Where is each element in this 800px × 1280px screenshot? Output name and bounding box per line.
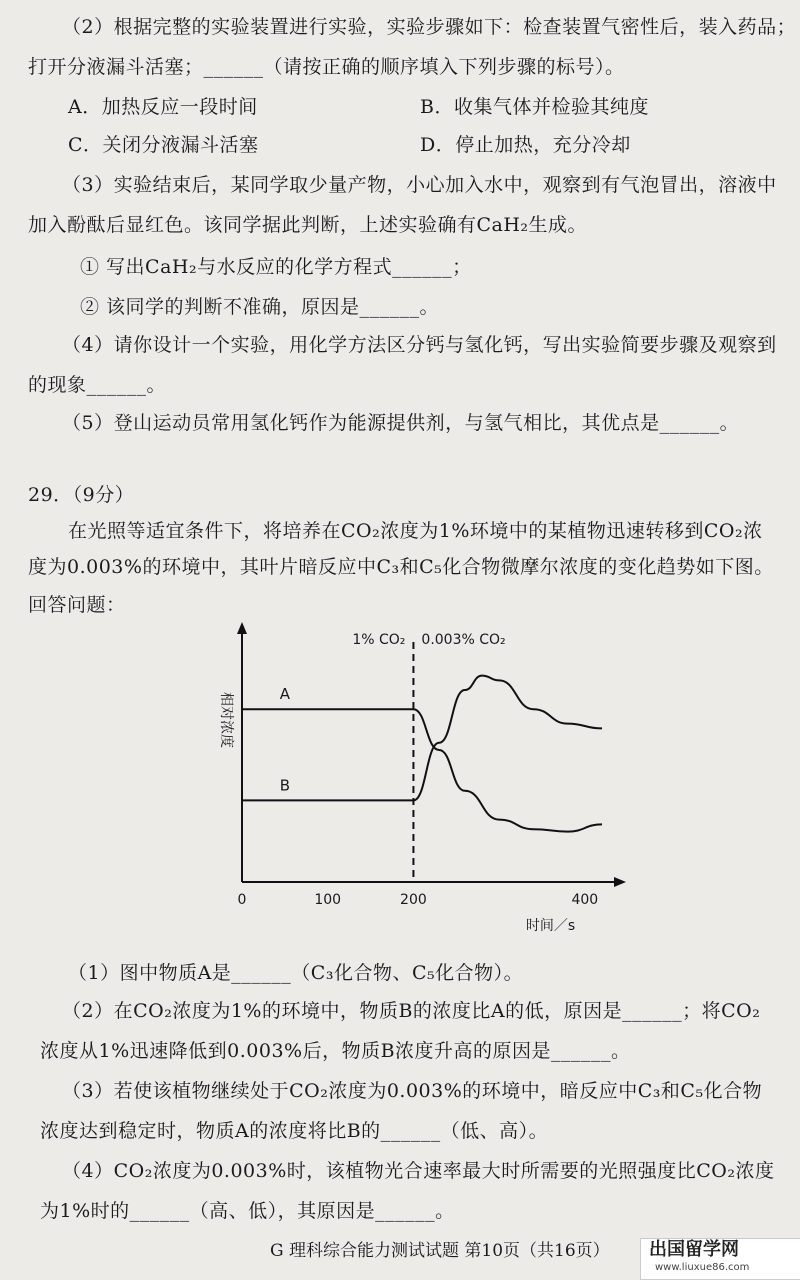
page-footer: G 理科综合能力测试试题 第10页（共16页） bbox=[270, 1241, 610, 1261]
x-tick-label: 400 bbox=[571, 892, 599, 908]
x-tick-label: 0 bbox=[237, 892, 247, 908]
text-line: 的现象______。 bbox=[28, 374, 167, 396]
x-axis-arrow bbox=[614, 877, 626, 887]
text-line: （2）根据完整的实验装置进行实验，实验步骤如下：检查装置气密性后，装入药品； bbox=[62, 16, 797, 38]
text-line: 打开分液漏斗活塞；______（请按正确的顺序填入下列步骤的标号）。 bbox=[28, 56, 625, 78]
text-line: ① 写出CaH₂与水反应的化学方程式______； bbox=[80, 256, 472, 278]
x-tick-label: 200 bbox=[400, 892, 427, 908]
text-line: 回答问题： bbox=[28, 594, 126, 616]
text-line: A．加热反应一段时间 bbox=[68, 96, 258, 118]
text-line: D．停止加热，充分冷却 bbox=[420, 134, 631, 156]
site-logo[interactable] bbox=[640, 1238, 800, 1280]
text-line: C．关闭分液漏斗活塞 bbox=[68, 134, 259, 156]
text-line: 29．（9分） bbox=[28, 484, 135, 506]
region-label-low-co2: 0.003% CO₂ bbox=[421, 632, 506, 648]
region-label-high-co2: 1% CO₂ bbox=[352, 632, 406, 648]
series-label-a: A bbox=[279, 685, 290, 704]
text-line: （3）实验结束后，某同学取少量产物，小心加入水中，观察到有气泡冒出，溶液中 bbox=[62, 174, 777, 196]
text-line: 浓度达到稳定时，物质A的浓度将比B的______（低、高）。 bbox=[40, 1120, 549, 1142]
text-line: 为1%时的______（高、低），其原因是______。 bbox=[40, 1200, 455, 1222]
text-line: 浓度从1%迅速降低到0.003%后，物质B浓度升高的原因是______。 bbox=[40, 1040, 631, 1062]
text-line: （5）登山运动员常用氢化钙作为能源提供剂，与氢气相比，其优点是______。 bbox=[62, 412, 740, 434]
x-axis-label: 时间／s bbox=[525, 918, 576, 934]
x-tick-label: 100 bbox=[314, 892, 342, 908]
text-line: B．收集气体并检验其纯度 bbox=[420, 96, 649, 118]
logo-title: 出国留学网 bbox=[649, 1239, 739, 1260]
text-line: 在光照等适宜条件下，将培养在CO₂浓度为1%环境中的某植物迅速转移到CO₂浓 bbox=[68, 520, 763, 542]
series-label-b: B bbox=[279, 776, 291, 795]
y-axis-label: 相对浓度 bbox=[218, 692, 234, 748]
text-line: 度为0.003%的环境中，其叶片暗反应中C₃和C₅化合物微摩尔浓度的变化趋势如下图。 bbox=[28, 556, 774, 578]
text-line: （1）图中物质A是______（C₃化合物、C₅化合物）。 bbox=[68, 962, 524, 984]
y-axis-arrow bbox=[237, 622, 247, 634]
series-line-b bbox=[242, 676, 602, 801]
concentration-chart bbox=[200, 620, 630, 950]
text-line: 加入酚酞后显红色。该同学据此判断，上述实验确有CaH₂生成。 bbox=[28, 214, 588, 236]
logo-url: www.liuxue86.com bbox=[655, 1262, 750, 1273]
text-line: （4）CO₂浓度为0.003%时，该植物光合速率最大时所需要的光照强度比CO₂浓度 bbox=[62, 1160, 775, 1182]
text-line: （2）在CO₂浓度为1%的环境中，物质B的浓度比A的低，原因是______；将CO₂ bbox=[62, 1000, 761, 1022]
text-line: （3）若使该植物继续处于CO₂浓度为0.003%的环境中，暗反应中C₃和C₅化合物 bbox=[62, 1080, 763, 1102]
text-line: ② 该同学的判断不准确，原因是______。 bbox=[80, 296, 440, 318]
text-line: （4）请你设计一个实验，用化学方法区分钙与氢化钙，写出实验简要步骤及观察到 bbox=[62, 334, 777, 356]
series-line-a bbox=[242, 709, 602, 831]
